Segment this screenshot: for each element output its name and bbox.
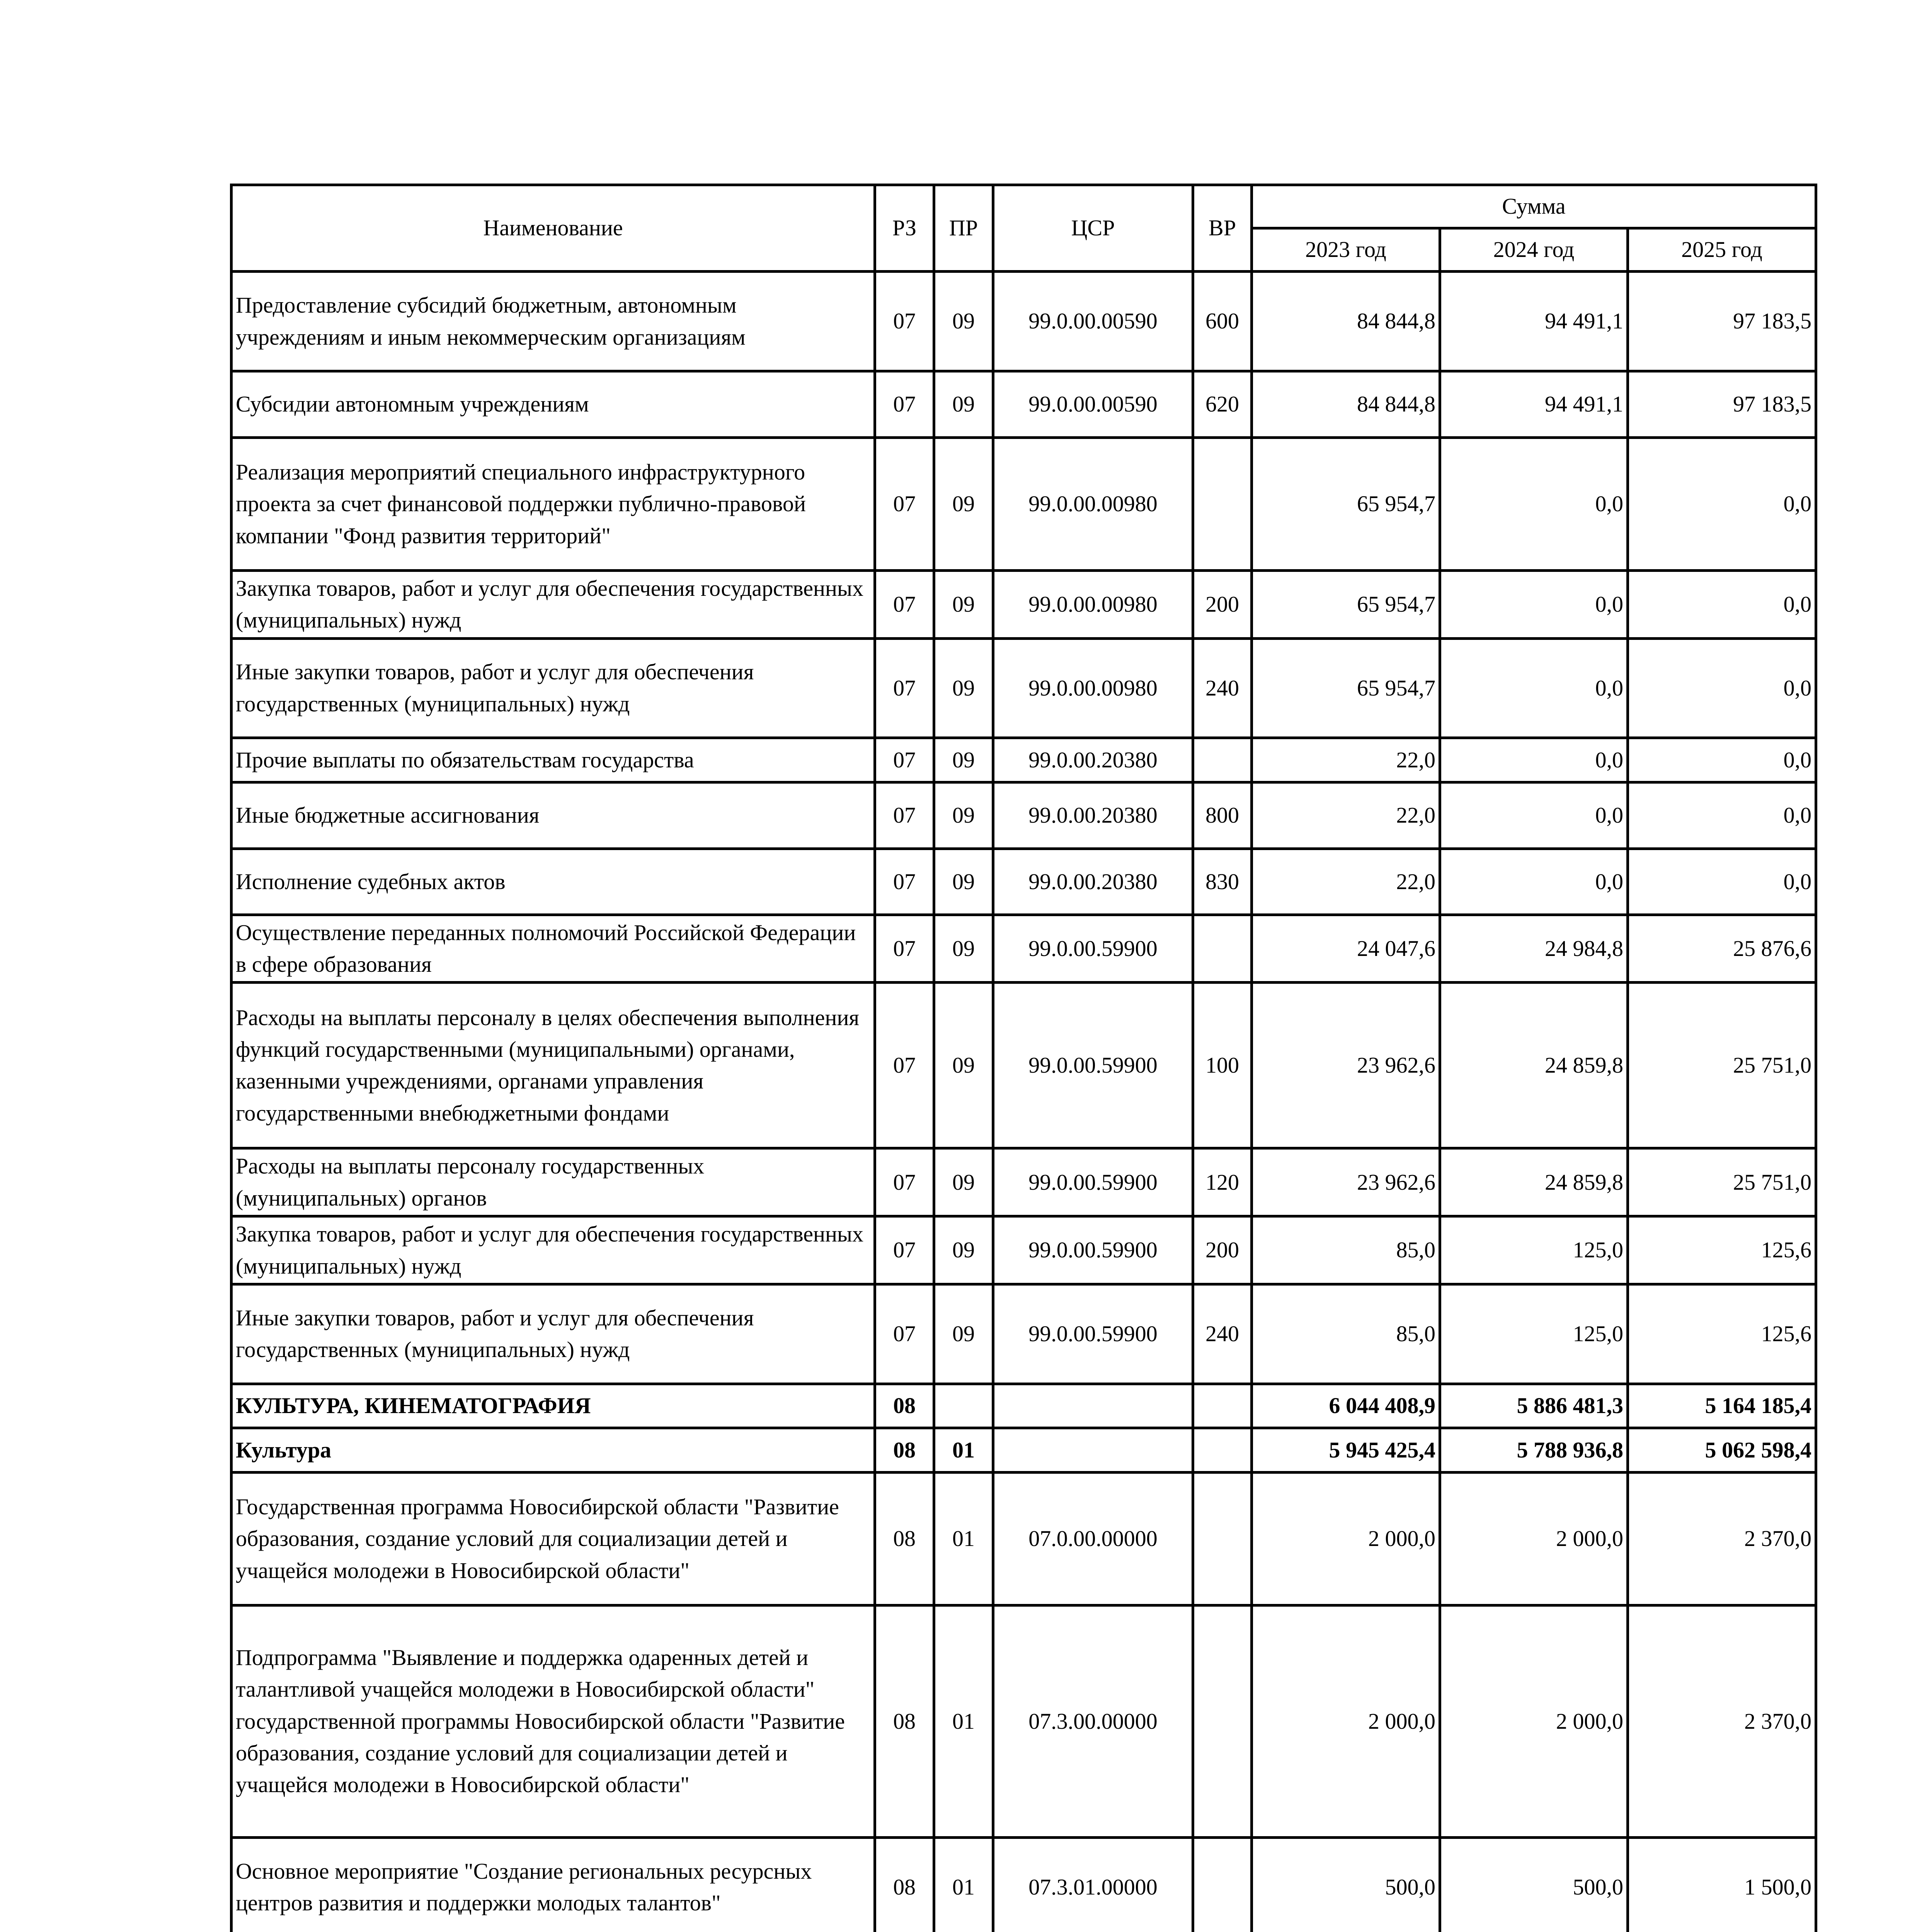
row-sum-2024: 0,0 xyxy=(1440,571,1628,639)
table-body xyxy=(232,272,1816,1932)
row-vr xyxy=(1193,1605,1252,1837)
row-pr: 09 xyxy=(934,915,993,983)
row-pr: 09 xyxy=(934,571,993,639)
row-rz: 07 xyxy=(875,371,934,438)
row-sum-2025: 0,0 xyxy=(1628,638,1816,738)
row-rz: 08 xyxy=(875,1472,934,1605)
row-name: Исполнение судебных актов xyxy=(232,849,875,915)
row-rz: 07 xyxy=(875,1284,934,1384)
table-row xyxy=(232,849,1816,915)
row-sum-2023: 23 962,6 xyxy=(1252,1148,1440,1216)
row-sum-2025: 97 183,5 xyxy=(1628,272,1816,371)
row-pr: 01 xyxy=(934,1428,993,1472)
row-rz: 07 xyxy=(875,782,934,849)
row-vr: 100 xyxy=(1193,983,1252,1148)
row-sum-2025: 5 164 185,4 xyxy=(1628,1384,1816,1428)
row-pr xyxy=(934,1384,993,1428)
row-name: Иные закупки товаров, работ и услуг для обеспечения государственных (муниципальных) нужд xyxy=(232,638,875,738)
row-csr: 07.3.00.00000 xyxy=(993,1605,1193,1837)
row-rz: 07 xyxy=(875,638,934,738)
row-csr: 07.3.01.00000 xyxy=(993,1837,1193,1932)
row-csr xyxy=(993,1384,1193,1428)
row-csr: 99.0.00.00590 xyxy=(993,272,1193,371)
row-name: КУЛЬТУРА, КИНЕМАТОГРАФИЯ xyxy=(232,1384,875,1428)
row-sum-2023: 22,0 xyxy=(1252,849,1440,915)
row-sum-2024: 24 859,8 xyxy=(1440,983,1628,1148)
row-name: Осуществление переданных полномочий Российской Федерации в сфере образования xyxy=(232,915,875,983)
row-rz: 07 xyxy=(875,438,934,571)
row-name: Расходы на выплаты персоналу в целях обеспечения выполнения функций государственными (муниципальными) органами, казенными учреждениями, органами управления государственными внебюджетными фондами xyxy=(232,983,875,1148)
row-vr: 600 xyxy=(1193,272,1252,371)
row-sum-2025: 0,0 xyxy=(1628,738,1816,782)
row-pr: 09 xyxy=(934,438,993,571)
row-sum-2025: 5 062 598,4 xyxy=(1628,1428,1816,1472)
row-pr: 09 xyxy=(934,1284,993,1384)
row-sum-2024: 125,0 xyxy=(1440,1284,1628,1384)
row-sum-2025: 125,6 xyxy=(1628,1284,1816,1384)
row-rz: 07 xyxy=(875,1148,934,1216)
row-sum-2024: 2 000,0 xyxy=(1440,1605,1628,1837)
header-year-2025: 2025 год xyxy=(1628,228,1816,272)
table-row xyxy=(232,438,1816,571)
header-csr: ЦСР xyxy=(993,185,1193,272)
row-name: Прочие выплаты по обязательствам государства xyxy=(232,738,875,782)
row-sum-2023: 84 844,8 xyxy=(1252,272,1440,371)
row-pr: 09 xyxy=(934,1216,993,1284)
row-sum-2023: 2 000,0 xyxy=(1252,1605,1440,1837)
row-pr: 01 xyxy=(934,1837,993,1932)
row-pr: 09 xyxy=(934,782,993,849)
row-vr: 800 xyxy=(1193,782,1252,849)
budget-table xyxy=(230,184,1817,1932)
row-csr: 99.0.00.00980 xyxy=(993,438,1193,571)
row-sum-2025: 0,0 xyxy=(1628,782,1816,849)
table-row xyxy=(232,1472,1816,1605)
row-rz: 07 xyxy=(875,915,934,983)
table-row xyxy=(232,1428,1816,1472)
row-csr: 99.0.00.00980 xyxy=(993,638,1193,738)
row-csr: 99.0.00.59900 xyxy=(993,1284,1193,1384)
row-name: Государственная программа Новосибирской области "Развитие образования, создание условий для социализации детей и учащейся молодежи в Новосибирской области" xyxy=(232,1472,875,1605)
row-sum-2025: 2 370,0 xyxy=(1628,1472,1816,1605)
row-sum-2024: 0,0 xyxy=(1440,438,1628,571)
row-name: Основное мероприятие "Создание региональных ресурсных центров развития и поддержки молодых талантов" xyxy=(232,1837,875,1932)
table-row xyxy=(232,1284,1816,1384)
row-sum-2023: 84 844,8 xyxy=(1252,371,1440,438)
row-csr: 99.0.00.20380 xyxy=(993,849,1193,915)
row-name: Иные закупки товаров, работ и услуг для обеспечения государственных (муниципальных) нужд xyxy=(232,1284,875,1384)
row-vr: 830 xyxy=(1193,849,1252,915)
table-row xyxy=(232,1605,1816,1837)
row-sum-2024: 0,0 xyxy=(1440,638,1628,738)
row-csr: 99.0.00.00590 xyxy=(993,371,1193,438)
row-csr: 99.0.00.59900 xyxy=(993,915,1193,983)
row-csr: 99.0.00.59900 xyxy=(993,1216,1193,1284)
row-rz: 07 xyxy=(875,849,934,915)
row-csr: 07.0.00.00000 xyxy=(993,1472,1193,1605)
row-sum-2024: 0,0 xyxy=(1440,782,1628,849)
row-vr: 200 xyxy=(1193,1216,1252,1284)
row-rz: 07 xyxy=(875,738,934,782)
row-sum-2023: 65 954,7 xyxy=(1252,638,1440,738)
header-sum: Сумма xyxy=(1252,185,1816,228)
row-name: Реализация мероприятий специального инфраструктурного проекта за счет финансовой поддержки публично-правовой компании "Фонд развития территорий" xyxy=(232,438,875,571)
row-sum-2024: 24 984,8 xyxy=(1440,915,1628,983)
row-pr: 09 xyxy=(934,371,993,438)
header-rz: РЗ xyxy=(875,185,934,272)
row-sum-2024: 5 886 481,3 xyxy=(1440,1384,1628,1428)
row-vr xyxy=(1193,915,1252,983)
row-sum-2023: 22,0 xyxy=(1252,782,1440,849)
row-vr xyxy=(1193,1428,1252,1472)
row-pr: 09 xyxy=(934,638,993,738)
row-sum-2024: 2 000,0 xyxy=(1440,1472,1628,1605)
table-row xyxy=(232,915,1816,983)
row-name: Расходы на выплаты персоналу государственных (муниципальных) органов xyxy=(232,1148,875,1216)
row-pr: 09 xyxy=(934,849,993,915)
row-sum-2025: 97 183,5 xyxy=(1628,371,1816,438)
table-row xyxy=(232,782,1816,849)
table-row xyxy=(232,1216,1816,1284)
table-row xyxy=(232,272,1816,371)
row-csr: 99.0.00.59900 xyxy=(993,1148,1193,1216)
row-rz: 07 xyxy=(875,983,934,1148)
table-row xyxy=(232,738,1816,782)
row-sum-2023: 24 047,6 xyxy=(1252,915,1440,983)
row-vr: 200 xyxy=(1193,571,1252,639)
row-sum-2024: 125,0 xyxy=(1440,1216,1628,1284)
table-row xyxy=(232,1148,1816,1216)
row-vr: 120 xyxy=(1193,1148,1252,1216)
row-rz: 08 xyxy=(875,1428,934,1472)
row-sum-2025: 1 500,0 xyxy=(1628,1837,1816,1932)
row-vr xyxy=(1193,738,1252,782)
row-csr: 99.0.00.20380 xyxy=(993,738,1193,782)
row-sum-2025: 0,0 xyxy=(1628,438,1816,571)
row-sum-2023: 65 954,7 xyxy=(1252,438,1440,571)
row-sum-2023: 2 000,0 xyxy=(1252,1472,1440,1605)
header-name: Наименование xyxy=(232,185,875,272)
row-pr: 09 xyxy=(934,272,993,371)
row-vr: 240 xyxy=(1193,1284,1252,1384)
row-name: Иные бюджетные ассигнования xyxy=(232,782,875,849)
row-vr xyxy=(1193,1384,1252,1428)
row-sum-2025: 0,0 xyxy=(1628,571,1816,639)
row-sum-2025: 25 751,0 xyxy=(1628,1148,1816,1216)
row-name: Предоставление субсидий бюджетным, автономным учреждениям и иным некоммерческим организациям xyxy=(232,272,875,371)
table-row xyxy=(232,638,1816,738)
row-sum-2024: 5 788 936,8 xyxy=(1440,1428,1628,1472)
row-sum-2024: 94 491,1 xyxy=(1440,272,1628,371)
row-sum-2023: 500,0 xyxy=(1252,1837,1440,1932)
header-row-1 xyxy=(232,185,1816,228)
row-rz: 08 xyxy=(875,1837,934,1932)
row-sum-2024: 500,0 xyxy=(1440,1837,1628,1932)
row-csr: 99.0.00.00980 xyxy=(993,571,1193,639)
row-csr xyxy=(993,1428,1193,1472)
row-csr: 99.0.00.59900 xyxy=(993,983,1193,1148)
row-sum-2023: 22,0 xyxy=(1252,738,1440,782)
row-sum-2023: 6 044 408,9 xyxy=(1252,1384,1440,1428)
row-sum-2025: 0,0 xyxy=(1628,849,1816,915)
row-sum-2024: 24 859,8 xyxy=(1440,1148,1628,1216)
table-row xyxy=(232,571,1816,639)
row-sum-2025: 25 876,6 xyxy=(1628,915,1816,983)
row-name: Закупка товаров, работ и услуг для обеспечения государственных (муниципальных) нужд xyxy=(232,571,875,639)
row-pr: 01 xyxy=(934,1472,993,1605)
row-name: Закупка товаров, работ и услуг для обеспечения государственных (муниципальных) нужд xyxy=(232,1216,875,1284)
row-rz: 07 xyxy=(875,272,934,371)
row-sum-2025: 2 370,0 xyxy=(1628,1605,1816,1837)
row-vr xyxy=(1193,438,1252,571)
row-vr xyxy=(1193,1472,1252,1605)
row-sum-2023: 65 954,7 xyxy=(1252,571,1440,639)
row-sum-2023: 23 962,6 xyxy=(1252,983,1440,1148)
row-pr: 09 xyxy=(934,738,993,782)
row-rz: 07 xyxy=(875,571,934,639)
row-name: Культура xyxy=(232,1428,875,1472)
row-sum-2024: 94 491,1 xyxy=(1440,371,1628,438)
header-year-2024: 2024 год xyxy=(1440,228,1628,272)
table-row xyxy=(232,1384,1816,1428)
row-sum-2023: 85,0 xyxy=(1252,1216,1440,1284)
header-vr: ВР xyxy=(1193,185,1252,272)
row-vr: 240 xyxy=(1193,638,1252,738)
row-name: Подпрограмма "Выявление и поддержка одаренных детей и талантливой учащейся молодежи в Новосибирской области" государственной программы Новосибирской области "Развитие образования, создание условий для социализации детей и учащейся молодежи в Новосибирской области" xyxy=(232,1605,875,1837)
header-year-2023: 2023 год xyxy=(1252,228,1440,272)
row-csr: 99.0.00.20380 xyxy=(993,782,1193,849)
header-pr: ПР xyxy=(934,185,993,272)
row-pr: 09 xyxy=(934,1148,993,1216)
row-pr: 01 xyxy=(934,1605,993,1837)
row-sum-2025: 125,6 xyxy=(1628,1216,1816,1284)
row-pr: 09 xyxy=(934,983,993,1148)
row-sum-2025: 25 751,0 xyxy=(1628,983,1816,1148)
row-sum-2023: 5 945 425,4 xyxy=(1252,1428,1440,1472)
row-sum-2024: 0,0 xyxy=(1440,738,1628,782)
table-row xyxy=(232,983,1816,1148)
row-vr: 620 xyxy=(1193,371,1252,438)
row-rz: 08 xyxy=(875,1605,934,1837)
row-rz: 07 xyxy=(875,1216,934,1284)
row-sum-2024: 0,0 xyxy=(1440,849,1628,915)
row-sum-2023: 85,0 xyxy=(1252,1284,1440,1384)
row-rz: 08 xyxy=(875,1384,934,1428)
table-row xyxy=(232,1837,1816,1932)
row-name: Субсидии автономным учреждениям xyxy=(232,371,875,438)
row-vr xyxy=(1193,1837,1252,1932)
table-row xyxy=(232,371,1816,438)
